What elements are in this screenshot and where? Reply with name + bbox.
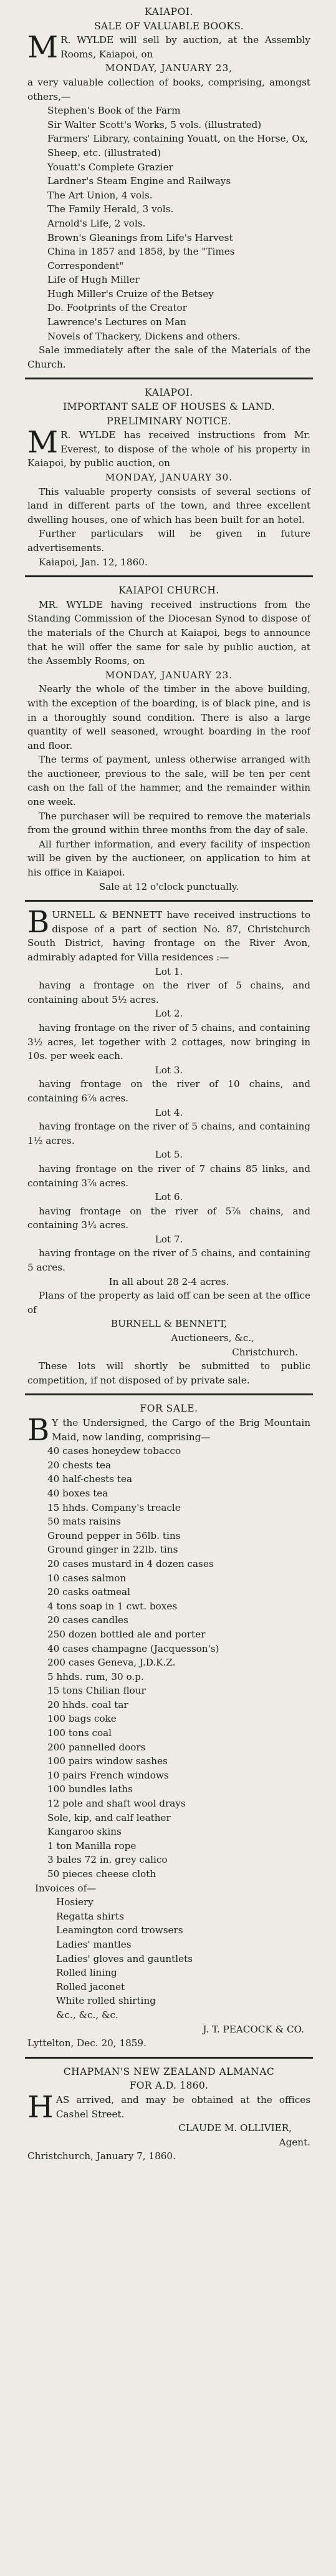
ad-title: SALE OF VALUABLE BOOKS.: [94, 20, 244, 32]
list-item: 3 bales 72 in. grey calico: [47, 1854, 168, 1866]
advertisement-column: [25, 5, 313, 2164]
list-item: 40 cases honeydew tobacco: [47, 1445, 181, 1457]
list-item: 100 pairs window sashes: [47, 1755, 168, 1767]
ad-note: Sale immediately after the sale of the Materials of the Church.: [27, 344, 310, 370]
list-item: 20 hhds. coal tar: [47, 1699, 128, 1710]
divider: [25, 575, 313, 577]
list-item: Brown's Gleanings from Life's Harvest: [47, 232, 233, 243]
ad-role: Agent.: [279, 2136, 310, 2148]
list-item: Rolled lining: [56, 1967, 117, 1979]
list-item: 100 tons coal: [47, 1727, 112, 1739]
list-item: 20 cases candles: [47, 1614, 128, 1626]
divider: [25, 900, 313, 902]
list-item: Lardner's Steam Engine and Railways: [47, 175, 231, 187]
list-item: 40 cases champagne (Jacquesson's): [47, 1642, 219, 1654]
drop-cap: B: [27, 1413, 50, 1448]
ad-intro-text: MR. WYLDE having received instructions from the Standing Commission of the Diocesan Synod to dispose of the materials of the Church at Kaiapoi, begs to announce that he will offer the same for sale by public auction, at the Assembly Rooms, on: [27, 598, 310, 667]
lot-text: having frontage on the river of 10 chains, and containing 6⅞ acres.: [27, 1078, 310, 1104]
ad-plans: Plans of the property as laid off can be seen at the office of: [27, 1290, 310, 1315]
drop-cap: M: [27, 30, 59, 66]
drop-cap: B: [27, 905, 50, 940]
list-item: 100 bags coke: [47, 1713, 117, 1725]
list-item: 5 hhds. rum, 30 o.p.: [47, 1671, 144, 1682]
ad-intro: [27, 1413, 310, 1448]
lot-label: Lot 4.: [155, 1106, 183, 1118]
list-item: Sir Walter Scott's Works, 5 vols. (illustrated): [47, 119, 262, 130]
list-item: 200 pannelled doors: [47, 1741, 146, 1753]
ad-houses-and-land: [25, 386, 313, 569]
divider: [25, 2057, 313, 2059]
ad-town: Christchurch.: [232, 1346, 298, 1358]
ad-intro: [27, 905, 310, 964]
ad-intro-text: R. WYLDE has received instructions from Mr. Everest, to dispose of the whole of his property in Kaiapoi, by public auction, on: [27, 429, 310, 469]
ad-almanac: [25, 2065, 313, 2164]
list-item: Ground pepper in 56lb. tins: [47, 1530, 181, 1541]
list-item: Rolled jaconet: [56, 1981, 125, 1993]
list-item: Do. Footprints of the Creator: [47, 302, 187, 314]
ad-date: MONDAY, JANUARY 23.: [105, 669, 233, 681]
list-item: Youatt's Complete Grazier: [47, 161, 173, 173]
invoices-label: Invoices of—: [35, 1882, 97, 1894]
ad-intro-text: Y the Undersigned, the Cargo of the Brig Mountain Maid, now landing, comprising—: [52, 1417, 310, 1443]
list-item: 15 hhds. Company's treacle: [47, 1501, 181, 1513]
ad-title: FOR SALE.: [140, 1403, 198, 1415]
ad-further: Further particulars will be given in future advertisements.: [27, 528, 310, 554]
lot-label: Lot 6.: [155, 1191, 183, 1203]
drop-cap: M: [27, 425, 59, 461]
list-item: Arnold's Life, 2 vols.: [47, 217, 146, 229]
list-item: Leamington cord trowsers: [56, 1925, 183, 1936]
lot-text: having a frontage on the river of 5 chains, and containing about 5½ acres.: [27, 980, 310, 1005]
ad-time: Sale at 12 o'clock punctually.: [98, 881, 239, 892]
list-item: Kangaroo skins: [47, 1826, 122, 1838]
list-item: 10 pairs French windows: [47, 1769, 169, 1781]
list-item: Farmers' Library, containing Youatt, on the Horse, Ox, Sheep, etc. (illustrated): [47, 133, 309, 159]
list-item: 15 tons Chilian flour: [47, 1685, 146, 1697]
list-item: Ground ginger in 22lb. tins: [47, 1544, 178, 1556]
list-item: 50 pieces cheese cloth: [47, 1868, 156, 1880]
ad-title: CHAPMAN'S NEW ZEALAND ALMANAC: [63, 2066, 275, 2077]
list-item: 1 ton Manilla rope: [47, 1840, 137, 1852]
lot-label: Lot 1.: [155, 965, 183, 977]
list-item: 250 dozen bottled ale and porter: [47, 1628, 206, 1640]
lot-text: having frontage on the river of 7 chains 85 links, and containing 3⅞ acres.: [27, 1163, 310, 1189]
ad-dateline: Lyttelton, Dec. 20, 1859.: [27, 2037, 146, 2049]
book-list: [27, 104, 310, 343]
list-item: China in 1857 and 1858, by the "Times Correspondent": [47, 246, 235, 271]
ad-signature: CLAUDE M. OLLIVIER,: [178, 2122, 292, 2134]
ad-title: KAIAPOI CHURCH.: [118, 585, 219, 597]
list-item: White rolled shirting: [56, 1995, 156, 2007]
lot-label: Lot 3.: [155, 1064, 183, 1076]
invoice-list: [27, 1895, 310, 2022]
lot-text: having frontage on the river of 5⅞ chains, and containing 3¼ acres.: [27, 1205, 310, 1231]
list-item: Stephen's Book of the Farm: [47, 105, 181, 117]
ad-intro: [27, 30, 310, 66]
list-item: Sole, kip, and calf leather: [47, 1812, 171, 1823]
cargo-list: [27, 1444, 310, 1881]
lot-label: Lot 7.: [155, 1233, 183, 1245]
ad-place: KAIAPOI.: [145, 387, 193, 399]
list-item: Hosiery: [56, 1896, 94, 1908]
list-item: 40 half-chests tea: [47, 1473, 132, 1485]
lot-text: having frontage on the river of 5 chains, and containing 1½ acres.: [27, 1121, 310, 1146]
list-item: 20 casks oatmeal: [47, 1586, 130, 1598]
ad-total: In all about 28 2-4 acres.: [108, 1276, 229, 1287]
ad-place: KAIAPOI.: [145, 6, 193, 17]
list-item: Lawrence's Lectures on Man: [47, 316, 186, 328]
list-item: Ladies' mantles: [56, 1938, 132, 1950]
ad-sale-of-books: [25, 5, 313, 371]
ad-kaiapoi-church: [25, 583, 313, 894]
ad-dateline: Kaiapoi, Jan. 12, 1860.: [39, 556, 148, 568]
list-item: 10 cases salmon: [47, 1572, 127, 1584]
list-item: 40 boxes tea: [47, 1487, 108, 1499]
lot-text: having frontage on the river of 5 chains, and containing 5 acres.: [27, 1247, 310, 1274]
ad-burnell-bennett: [25, 905, 313, 1387]
ad-body: Nearly the whole of the timber in the above building, with the exception of the boarding, is of black pine, and is in a thoroughly sound condition. There is also a large quantity of well seasoned, wrought boarding in the roof and floor.: [27, 683, 310, 751]
ad-body: This valuable property consists of several sections of land in different parts of the town, and three excellent dwelling houses, one of which has been built for an hotel.: [27, 485, 310, 525]
ad-intro-text: URNELL & BENNETT have received instructions to dispose of a part of section No. 87, Christchurch South District, having frontage on the River Avon, admirably adapted for Villa residences :—: [27, 909, 310, 963]
divider: [25, 1393, 313, 1395]
list-item: The Family Herald, 3 vols.: [47, 203, 174, 215]
list-item: 50 mats raisins: [47, 1516, 121, 1528]
list-item: &c., &c., &c.: [56, 2009, 118, 2021]
ad-signature: J. T. PEACOCK & CO.: [203, 2023, 304, 2035]
list-item: Ladies' gloves and gauntlets: [56, 1953, 193, 1964]
list-item: 4 tons soap in 1 cwt. boxes: [47, 1600, 178, 1612]
list-item: Hugh Miller's Cruize of the Betsey: [47, 288, 214, 300]
lot-label: Lot 5.: [155, 1149, 183, 1161]
drop-cap: H: [27, 2089, 54, 2125]
list-item: 20 chests tea: [47, 1459, 112, 1471]
list-item: 100 bundles laths: [47, 1783, 133, 1795]
ad-intro-text: AS arrived, and may be obtained at the offices Cashel Street.: [55, 2094, 310, 2120]
ad-withdraw: These lots will shortly be submitted to public competition, if not disposed of by private sale.: [27, 1360, 310, 1386]
ad-subtitle: FOR A.D. 1860.: [129, 2080, 209, 2092]
ad-firm: BURNELL & BENNETT,: [110, 1318, 228, 1330]
divider: [25, 378, 313, 379]
lot-text: having frontage on the river of 5 chains, and containing 3½ acres, let together with 2 cottages, now bringing in 10s. per week each.: [27, 1022, 310, 1062]
ad-role: Auctioneers, &c.,: [171, 1332, 254, 1344]
list-item: Novels of Thackery, Dickens and others.: [47, 330, 241, 342]
list-item: 12 pole and shaft wool drays: [47, 1798, 186, 1810]
ad-date: MONDAY, JANUARY 23,: [105, 62, 233, 74]
ad-intro: [27, 425, 310, 471]
ad-subtitle: PRELIMINARY NOTICE.: [107, 415, 231, 427]
ad-date: MONDAY, JANUARY 30.: [105, 472, 233, 483]
list-item: 200 cases Geneva, J.D.K.Z.: [47, 1657, 176, 1669]
ad-intro-text: R. WYLDE will sell by auction, at the Assembly Rooms, Kaiapoi, on: [60, 34, 310, 60]
ad-title: IMPORTANT SALE OF HOUSES & LAND.: [63, 401, 275, 413]
ad-for-sale: [25, 1402, 313, 2050]
ad-intro: [27, 2089, 310, 2125]
ad-description: a very valuable collection of books, comprising, amongst others,—: [27, 76, 310, 102]
ad-dateline: Christchurch, January 7, 1860.: [27, 2150, 176, 2162]
lot-label: Lot 2.: [155, 1008, 183, 1020]
list-item: 20 cases mustard in 4 dozen cases: [47, 1558, 214, 1569]
ad-terms: The terms of payment, unless otherwise arranged with the auctioneer, previous to the sale, will be ten per cent cash on the fall of the hammer, and the remainder within one week.: [27, 754, 310, 808]
ad-purchaser: The purchaser will be required to remove the materials from the ground within three months from the day of sale.: [27, 810, 310, 836]
ad-info: All further information, and every facility of inspection will be given by the auctioneer, on application to him at his office in Kaiapoi.: [27, 838, 310, 879]
list-item: Regatta shirts: [56, 1910, 124, 1922]
list-item: Life of Hugh Miller: [47, 274, 140, 286]
list-item: The Art Union, 4 vols.: [47, 189, 153, 201]
